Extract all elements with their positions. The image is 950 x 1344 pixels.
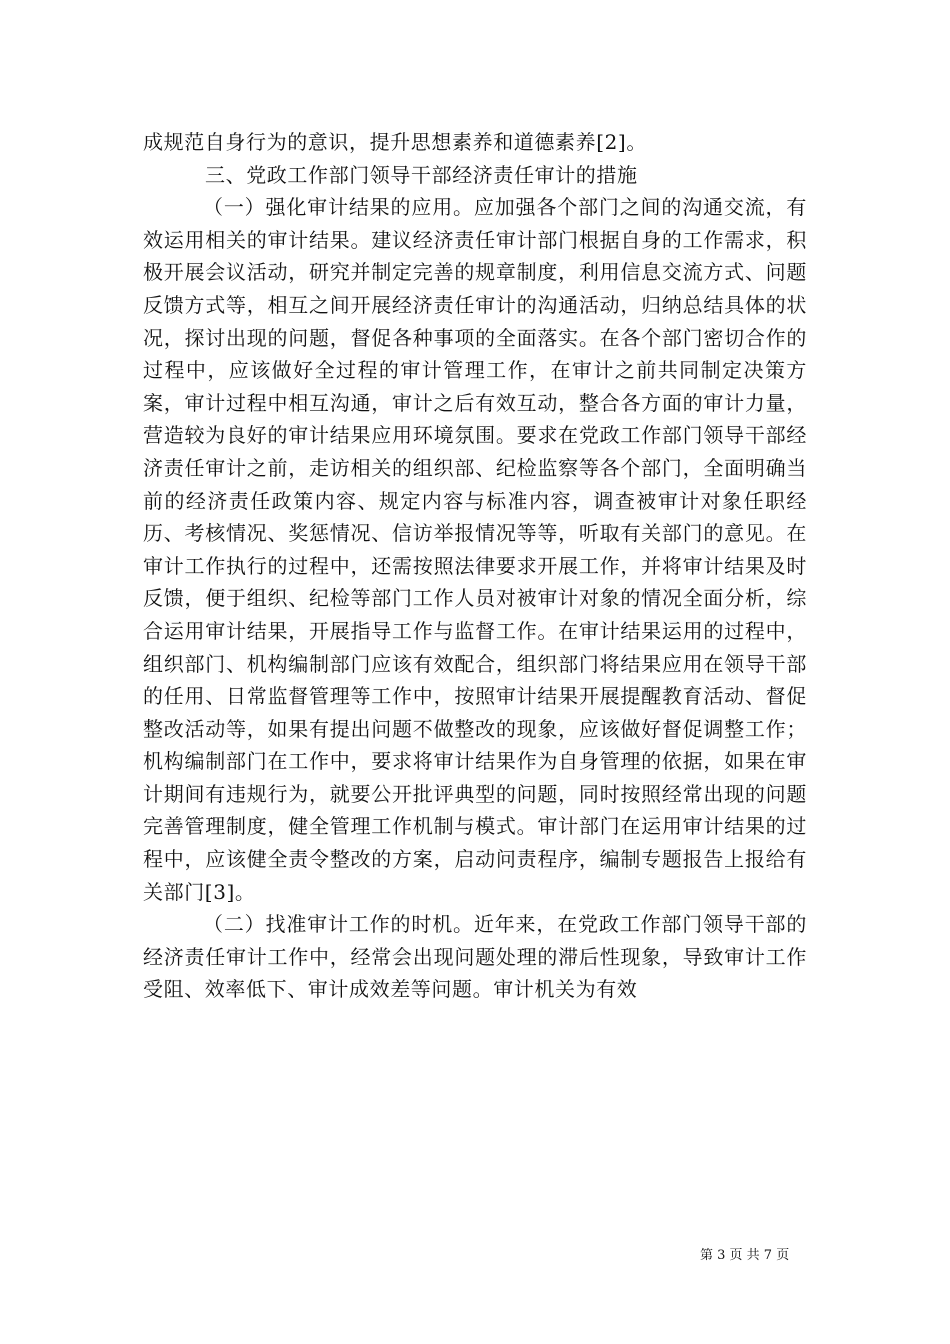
document-body: [143, 126, 807, 1006]
page-number-footer: 第 3 页 共 7 页: [700, 1248, 790, 1263]
paragraph-continuation: 成规范自身行为的意识，提升思想素养和道德素养[2]。: [143, 130, 647, 154]
paragraph-subsection-1: （一）强化审计结果的应用。应加强各个部门之间的沟通交流，有效运用相关的审计结果。建议经济责任审计部门根据自身的工作需求，积极开展会议活动，研究并制定完善的规章制度，利用信息交流方式、问题反馈方式等，相互之间开展经济责任审计的沟通活动，归纳总结具体的状况，探讨出现的问题，督促各种事项的全面落实。在各个部门密切合作的过程中，应该做好全过程的审计管理工作，在审计之前共同制定决策方案，审计过程中相互沟通，审计之后有效互动，整合各方面的审计力量，营造较为良好的审计结果应用环境氛围。要求在党政工作部门领导干部经济责任审计之前，走访相关的组织部、纪检监察等各个部门，全面明确当前的经济责任政策内容、规定内容与标准内容，调查被审计对象任职经历、考核情况、奖惩情况、信访举报情况等等，听取有关部门的意见。在审计工作执行的过程中，还需按照法律要求开展工作，并将审计结果及时反馈，便于组织、纪检等部门工作人员对被审计对象的情况全面分析，综合运用审计结果，开展指导工作与监督工作。在审计结果运用的过程中，组织部门、机构编制部门应该有效配合，组织部门将结果应用在领导干部的任用、日常监督管理等工作中，按照审计结果开展提醒教育活动、督促整改活动等，如果有提出问题不做整改的现象，应该做好督促调整工作；机构编制部门在工作中，要求将审计结果作为自身管理的依据，如果在审计期间有违规行为，就要公开批评典型的问题，同时按照经常出现的问题完善管理制度，健全管理工作机制与模式。审计部门在运用审计结果的过程中，应该健全责令整改的方案，启动问责程序，编制专题报告上报给有关部门[3]。: [143, 195, 807, 904]
section-heading: 三、党政工作部门领导干部经济责任审计的措施: [205, 162, 638, 187]
paragraph-subsection-2: （二）找准审计工作的时机。近年来，在党政工作部门领导干部的经济责任审计工作中，经常会出现问题处理的滞后性现象，导致审计工作受阻、效率低下、审计成效差等问题。审计机关为有效: [143, 912, 807, 1002]
